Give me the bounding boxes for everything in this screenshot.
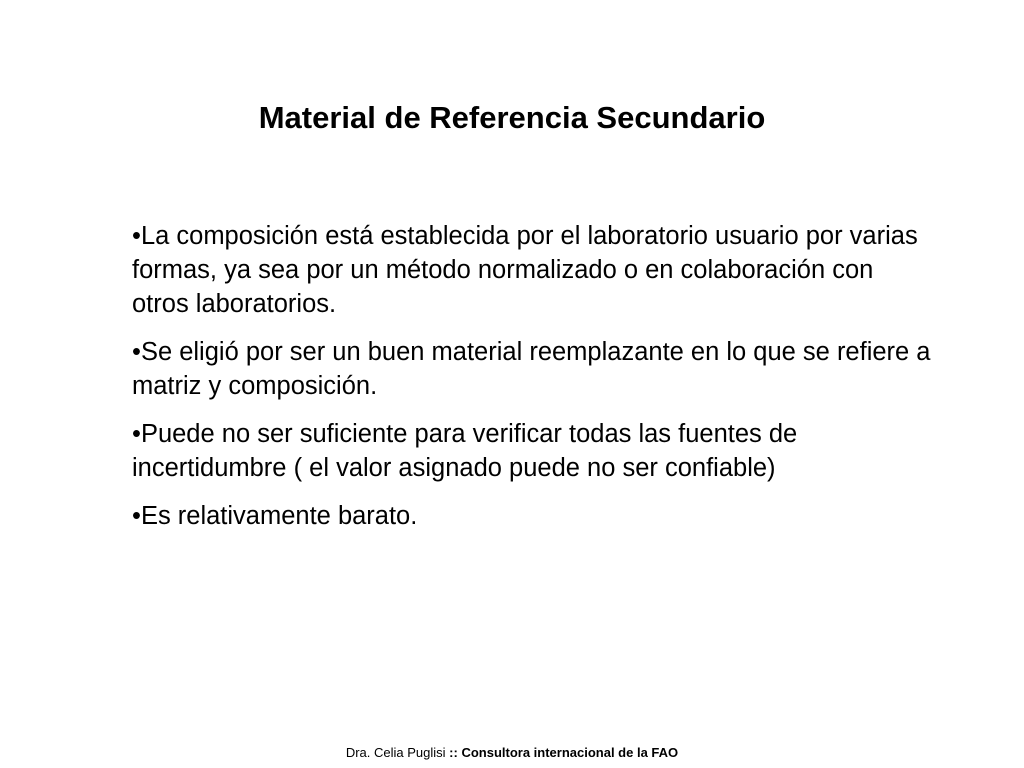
- bullet-text: Es relativamente barato.: [140, 502, 418, 530]
- slide-footer: [0, 744, 1024, 762]
- footer-separator: ::: [445, 745, 462, 760]
- footer-role: Consultora internacional de la FAO: [461, 745, 679, 760]
- bullet-text: La composición está establecida por el laboratorio usuario por varias formas, ya sea por un método normalizado o en colaboración con otros laboratorios.: [132, 222, 918, 318]
- bullet-item: [132, 499, 932, 533]
- bullet-item: [132, 335, 932, 403]
- bullet-text: Puede no ser suficiente para verificar todas las fuentes de incertidumbre ( el valor asignado puede no ser confiable): [132, 420, 798, 482]
- bullet-marker: •: [132, 222, 141, 250]
- bullet-item: [132, 219, 932, 321]
- bullet-marker: •: [132, 420, 141, 448]
- bullet-text: Se eligió por ser un buen material reemplazante en lo que se refiere a matriz y composición.: [132, 338, 931, 400]
- bullet-marker: •: [132, 338, 141, 366]
- bullet-list: [132, 219, 932, 547]
- bullet-item: [132, 417, 932, 485]
- bullet-marker: •: [132, 502, 141, 530]
- footer-author: Dra. Celia Puglisi: [345, 745, 446, 760]
- slide-title: Material de Referencia Secundario: [258, 100, 766, 135]
